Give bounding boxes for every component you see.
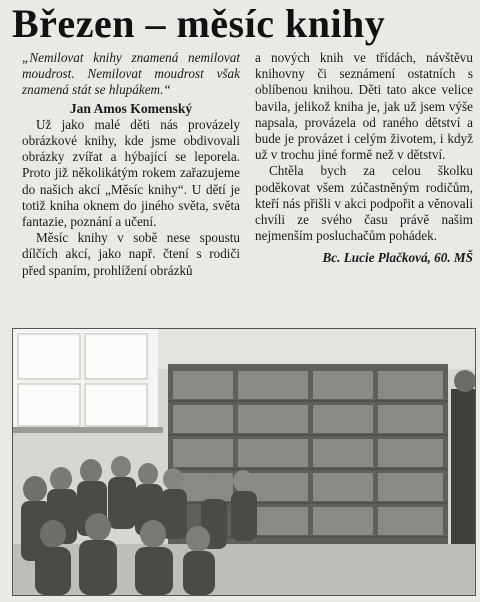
left-column — [22, 50, 240, 279]
paragraph: a nových knih ve třídách, návštěvu knihovny či seznámení ostatních s oblíbenou knihou. Děti tato akce velice bavila, jelikož kniha je, jak už jsem výše napsala, provázela od raného dětství a bude je provázet i celým životem, i když už v trochu jiné formě než v dětství. — [255, 50, 473, 163]
signature: Bc. Lucie Plačková, 60. MŠ — [322, 250, 473, 266]
quote-author: Jan Amos Komenský — [69, 100, 193, 116]
paragraph: Už jako malé děti nás provázely obrázkové knihy, kde jsme obdivovali obrázky zvířat a hýbající se leporela. Proto již několikátým rokem zařazujeme do našich akcí „Měsíc knihy“. U dětí je totiž kniha oknem do jiného světa, světa fantazie, poznání a učení. — [22, 116, 240, 230]
article-title: Březen – měsíc knihy — [12, 1, 386, 46]
window-illustration — [13, 329, 163, 433]
library-photo — [12, 328, 476, 596]
quote: „Nemilovat knihy znamená nemilovat moudrost. Nemilovat moudrost však znamená stát se hlupákem.“ — [22, 50, 240, 98]
paragraph: Měsíc knihy v sobě nese spoustu dílčích akcí, jako např. čtení s rodiči před spaním, prohlížení obrázků — [22, 230, 240, 278]
paragraph: Chtěla bych za celou školku poděkovat všem zúčastněným rodičům, kteří nás přišli v akci podpořit a věnovali chvíli ze svého času právě našim nejmenším posluchačům pohádek. — [255, 163, 473, 244]
right-column — [255, 50, 473, 267]
library-photo-illustration — [13, 329, 475, 595]
